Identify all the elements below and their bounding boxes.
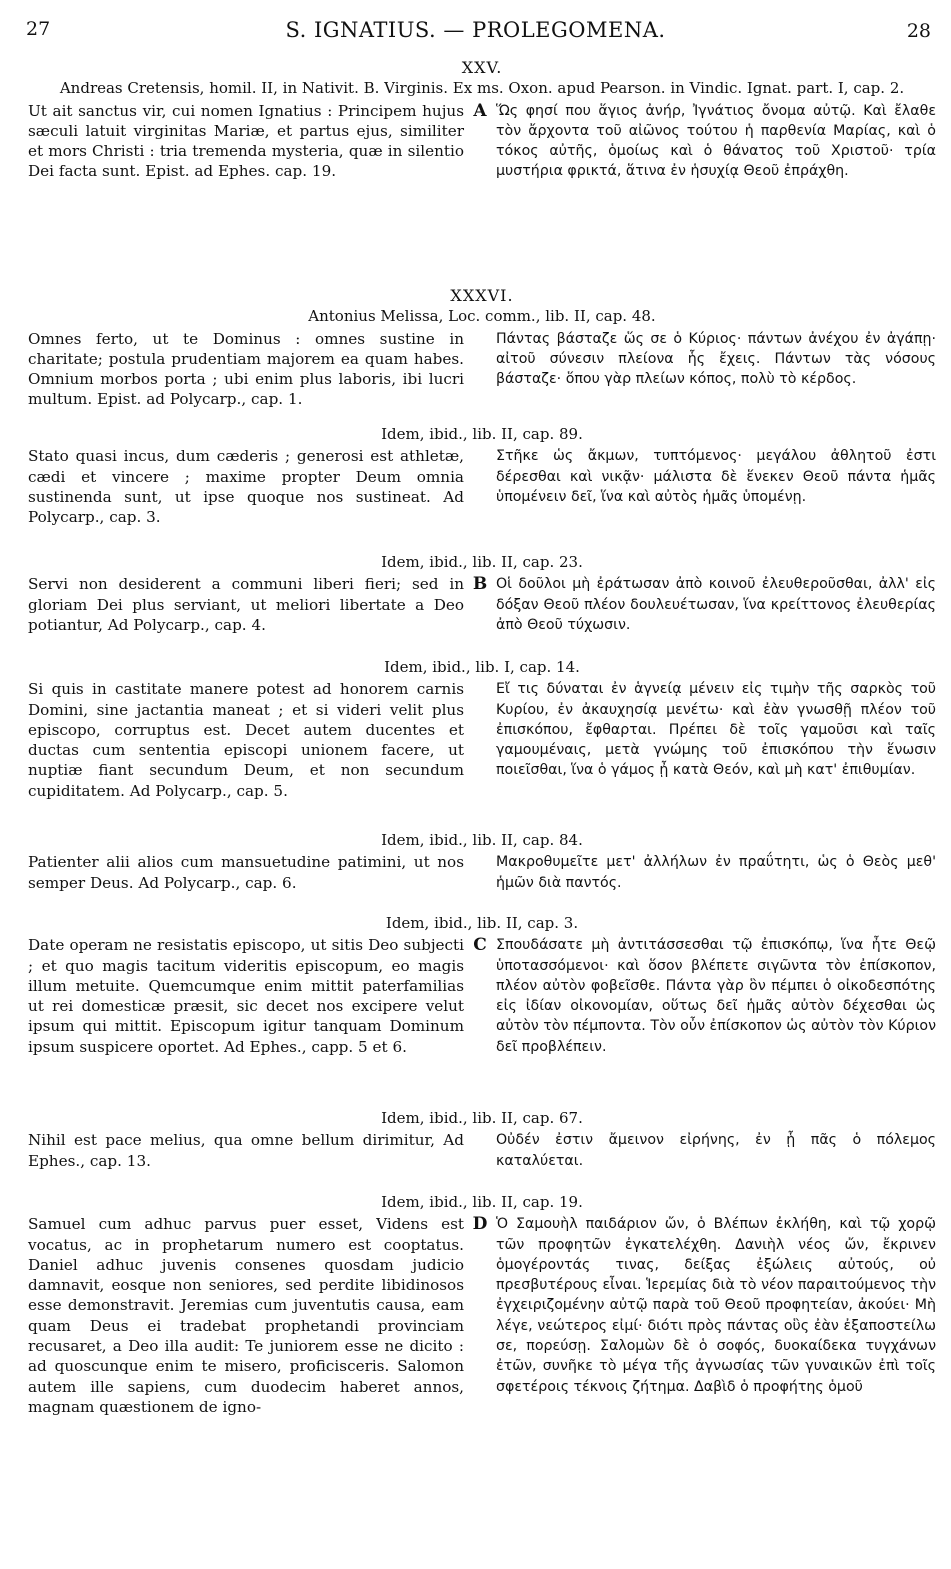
section-xxxvi xyxy=(28,286,936,410)
margin-marker: A xyxy=(473,100,487,121)
latin-text: Si quis in castitate manere potest ad honorem carnis Domini, sine jactantia maneat ; et si videri velit plus episcopo, corruptus est. Decet autem ducentes et ductas cum sententia episcopi unionem facere, ut nuptiæ fiant secundum Deum, et non secundum cupiditatem. Ad Polycarp., cap. 5. xyxy=(28,680,464,800)
parallel-text xyxy=(28,446,936,527)
greek-text: Πάντας βάσταζε ὥς σε ὁ Κύριος· πάντων ἀνέχου ἐν ἀγάπῃ· αἰτοῦ σύνεσιν πλείονα ἧς ἔχεις. Πάντων τὰς νόσους βάσταζε· ὅπου γὰρ πλείων κόπος, πολὺ τὸ κέρδος. xyxy=(496,330,936,388)
source-citation: Andreas Cretensis, homil. II, in Nativit. B. Virginis. Ex ms. Oxon. apud Pearson. in Vindic. Ignat. part. I, cap. 2. xyxy=(59,79,905,98)
section-numeral: XXXVI. xyxy=(450,286,514,305)
greek-text: Στῆκε ὡς ἄκμων, τυπτόμενος· μεγάλου ἀθλητοῦ ἐστι δέρεσθαι καὶ νικᾷν· μάλιστα δὲ ἕνεκεν Θεοῦ πάντα ἡμᾶς ὑπομένειν δεῖ, ἵνα καὶ αὐτὸς ἡμᾶς ὑπομένῃ. xyxy=(496,448,936,505)
parallel-text xyxy=(28,1214,936,1417)
latin-text: Ut ait sanctus vir, cui nomen Ignatius : Principem hujus sæculi latuit virginitas Mariæ, et partus ejus, similiter et mors Christi : tria tremenda mysteria, quæ in silentio Dei facta sunt. Epist. ad Ephes. cap. 19. xyxy=(28,101,464,181)
margin-marker: D xyxy=(472,1214,488,1235)
section-numeral: XXV. xyxy=(461,58,503,77)
excerpt-block xyxy=(28,830,936,893)
latin-text: Patienter alii alios cum mansuetudine patimini, ut nos semper Deus. Ad Polycarp., cap. 6. xyxy=(28,853,464,892)
source-citation: Idem, ibid., lib. II, cap. 23. xyxy=(381,553,583,571)
excerpt-block xyxy=(28,1108,936,1171)
margin-marker: C xyxy=(473,935,487,956)
greek-text: Σπουδάσατε μὴ ἀντιτάσσεσθαι τῷ ἐπισκόπῳ, ἵνα ἦτε Θεῷ ὑποτασσόμενοι· καὶ ὅσον βλέπετε σιγῶντα τὸν ἐπίσκοπον, πλέον αὐτὸν φοβεῖσθε. Πάντα γὰρ ὃν πέμπει ὁ οἰκοδεσπότης εἰς ἰδίαν οἰκονομίαν, οὕτως δεῖ ἡμᾶς αὐτὸν δέχεσθαι ὡς αὐτὸν τὸν πέμποντα. Τὸν οὖν ἐπίσκοπον ὡς αὐτὸν τὸν Κύριον δεῖ προβλέπειν. xyxy=(496,937,936,1055)
running-header xyxy=(0,18,951,48)
margin-marker xyxy=(469,679,491,801)
source-citation: Antonius Melissa, Loc. comm., lib. II, cap. 48. xyxy=(308,307,656,326)
parallel-text xyxy=(28,1130,936,1171)
latin-text: Nihil est pace melius, qua omne bellum dirimitur, Ad Ephes., cap. 13. xyxy=(28,1131,464,1170)
excerpt-block xyxy=(28,657,936,801)
parallel-text xyxy=(28,329,936,410)
running-title: S. IGNATIUS. — PROLEGOMENA. xyxy=(285,18,666,42)
greek-text: Ὥς φησί που ἅγιος ἀνήρ, Ἰγνάτιος ὄνομα αὐτῷ. Καὶ ἔλαθε τὸν ἄρχοντα τοῦ αἰῶνος τούτου ἡ παρθενία Μαρίας, καὶ ὁ τόκος αὐτῆς, ὁμοίως καὶ ὁ θάνατος τοῦ Χριστοῦ· τρία μυστήρια φρικτά, ἅτινα ἐν ἡσυχίᾳ Θεοῦ ἐπράχθη. xyxy=(496,102,936,180)
latin-text: Samuel cum adhuc parvus puer esset, Videns est vocatus, ac in prophetarum numero est cooptatus. Daniel adhuc juvenis consenes quosdam judicio damnavit, eosque non seniores, sed perdite libidinosos esse demonstravit. Jeremias cum juventutis causa, eam quam Deus ei tradebat prophetandi provinciam recusaret, a Deo illa audit: Te juniorem esse ne dicito : ad quoscunque enim te misero, proficisceris. Salomon autem ille sapiens, cum duodecim haberet annos, magnam quæstionem de igno- xyxy=(28,1215,464,1416)
excerpt-block xyxy=(28,1192,936,1417)
parallel-text xyxy=(28,574,936,635)
greek-text: Οἱ δοῦλοι μὴ ἐράτωσαν ἀπὸ κοινοῦ ἐλευθεροῦσθαι, ἀλλ' εἰς δόξαν Θεοῦ πλέον δουλευέτωσαν, ἵνα κρείττονος ἐλευθερίας ἀπὸ Θεοῦ τύχωσιν. xyxy=(496,576,936,633)
excerpt-block xyxy=(28,913,936,1057)
parallel-text xyxy=(28,852,936,893)
source-citation: Idem, ibid., lib. II, cap. 84. xyxy=(381,831,583,849)
margin-marker xyxy=(469,1130,491,1171)
greek-text: Ὁ Σαμουὴλ παιδάριον ὤν, ὁ Βλέπων ἐκλήθη, καὶ τῷ χορῷ τῶν προφητῶν ἐγκατελέχθη. Δανιὴλ νέος ὤν, ἔκρινεν ὁμογέροντάς τινας, δείξας ἐξώλεις αὐτούς, οὐ πρεσβυτέρους εἶναι. Ἱερεμίας διὰ τὸ νέον παραιτούμενος τὴν ἐγχειριζομένην αὐτῷ παρὰ τοῦ Θεοῦ προφητείαν, ἀκούει· Μὴ λέγε, νεώτερος εἰμί· διότι πρὸς πάντας οὓς ἐὰν ἐξαποστείλω σε, πορεύσῃ. Σαλομὼν δὲ ὁ σοφός, δυοκαίδεκα τυγχάνων ἐτῶν, συνῆκε τὸ μέγα τῆς ἀγνωσίας τῶν γυναικῶν ἐπὶ τοῖς σφετέροις τέκνοις ζήτημα. Δαβὶδ ὁ προφήτης ὁμοῦ xyxy=(496,1216,936,1395)
greek-text: Μακροθυμεῖτε μετ' ἀλλήλων ἐν πραΰτητι, ὡς ὁ Θεὸς μεθ' ἡμῶν διὰ παντός. xyxy=(496,854,936,891)
parallel-text xyxy=(28,101,936,182)
source-citation: Idem, ibid., lib. I, cap. 14. xyxy=(384,658,580,676)
page-number-right: 28 xyxy=(906,20,931,42)
latin-text: Servi non desiderent a communi liberi fieri; sed in gloriam Dei plus serviant, ut meliori libertate a Deo potiantur, Ad Polycarp., cap. 4. xyxy=(28,575,464,634)
latin-text: Stato quasi incus, dum cæderis ; generosi est athletæ, cædi et vincere ; maxime propter Deum omnia sustinenda sunt, ut ipse quoque nos sustineat. Ad Polycarp., cap. 3. xyxy=(28,447,464,527)
latin-text: Omnes ferto, ut te Dominus : omnes sustine in charitate; postula prudentiam majorem ea quam habes. Omnium morbos porta ; ubi enim plus laboris, ibi lucri multum. Epist. ad Polycarp., cap. 1. xyxy=(28,329,464,409)
excerpt-block xyxy=(28,424,936,527)
source-citation: Idem, ibid., lib. II, cap. 67. xyxy=(381,1109,583,1127)
source-citation: Idem, ibid., lib. II, cap. 89. xyxy=(381,425,583,443)
greek-text: Οὐδέν ἐστιν ἄμεινον εἰρήνης, ἐν ᾗ πᾶς ὁ πόλεμος καταλύεται. xyxy=(496,1132,936,1169)
excerpt-block xyxy=(28,552,936,635)
page-number-left: 27 xyxy=(26,18,51,40)
source-citation: Idem, ibid., lib. II, cap. 3. xyxy=(385,914,579,932)
margin-marker xyxy=(469,852,491,893)
parallel-text xyxy=(28,679,936,801)
greek-text: Εἴ τις δύναται ἐν ἁγνείᾳ μένειν εἰς τιμὴν τῆς σαρκὸς τοῦ Κυρίου, ἐν ἀκαυχησίᾳ μενέτω· καὶ ἐὰν γνωσθῇ πλέον τοῦ ἐπισκόπου, ἔφθαρται. Πρέπει δὲ τοῖς γαμοῦσι καὶ ταῖς γαμουμέναις, μετὰ γνώμης τοῦ ἐπισκόπου τὴν ἕνωσιν ποιεῖσθαι, ἵνα ὁ γάμος ᾖ κατὰ Θεόν, καὶ μὴ κατ' ἐπιθυμίαν. xyxy=(496,681,936,779)
margin-marker xyxy=(469,446,491,527)
latin-text: Date operam ne resistatis episcopo, ut sitis Deo subjecti ; et quo magis tacitum videritis episcopum, eo magis illum metuite. Quemcumque enim mittit paterfamilias ut rei domesticæ præsit, sic decet nos excipere velut ipsum qui mittit. Episcopum igitur tanquam Dominum ipsum suspicere oportet. Ad Ephes., capp. 5 et 6. xyxy=(28,936,464,1056)
parallel-text xyxy=(28,935,936,1057)
section-xxv xyxy=(28,58,936,182)
source-citation: Idem, ibid., lib. II, cap. 19. xyxy=(381,1193,583,1211)
margin-marker xyxy=(469,329,491,410)
margin-marker: B xyxy=(472,574,488,595)
